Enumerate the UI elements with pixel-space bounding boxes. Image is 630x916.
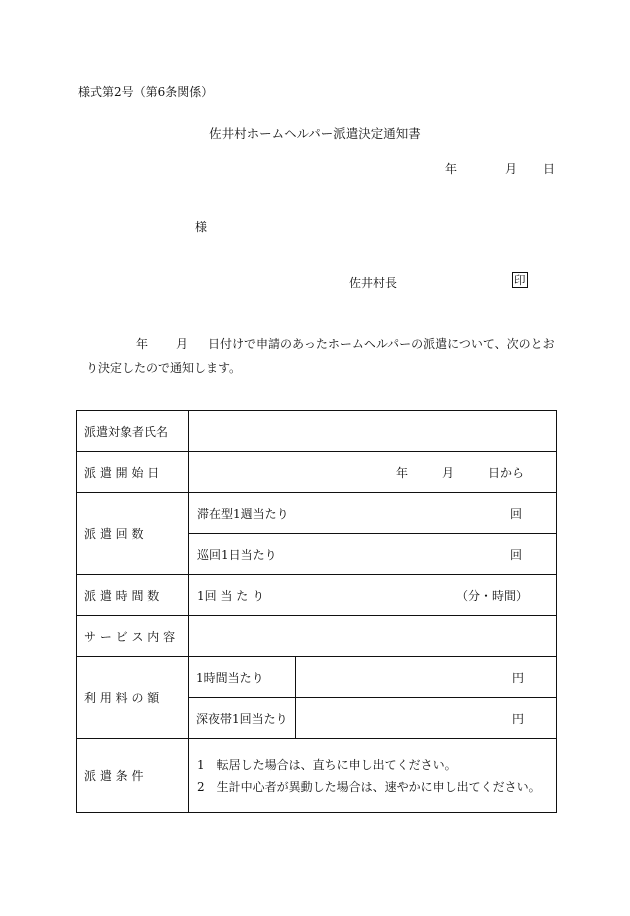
- conditions-label: 派 遣 条 件: [77, 739, 189, 813]
- fee-hour-value[interactable]: [296, 657, 557, 698]
- fee-hour-label: 1時間当たり: [189, 657, 296, 698]
- row-fee-hour: [77, 657, 557, 698]
- row-service: [77, 616, 557, 657]
- body-text: 日付けで申請のあったホームヘルパーの派遣について、次のとおり決定したので通知します。: [86, 337, 555, 375]
- row-recipient-name: [77, 411, 557, 452]
- start-date-label: 派 遣 開 始 日: [77, 452, 189, 493]
- fee-hour-unit: 円: [511, 670, 524, 685]
- row-conditions: [77, 739, 557, 813]
- seal-mark: 印: [514, 273, 526, 287]
- recipient-name-label: 派遣対象者氏名: [77, 411, 189, 452]
- service-content-value[interactable]: [189, 616, 557, 657]
- start-year: 年: [395, 465, 408, 480]
- fee-night-label: 深夜帯1回当たり: [189, 698, 296, 739]
- count-stay-label: 滞在型1週当たり: [197, 506, 289, 521]
- hours-per-label: 1回 当 た り: [197, 588, 265, 603]
- date-month: 月: [505, 162, 518, 176]
- condition-item: 1 転居した場合は、直ちに申し出てください。: [197, 757, 457, 772]
- fee-night-value[interactable]: [296, 698, 557, 739]
- issue-date: [445, 160, 555, 177]
- service-content-label: サ ー ビ ス 内 容: [77, 616, 189, 657]
- issuer-name: 佐井村長: [349, 276, 398, 290]
- count-stay-unit: 回: [509, 506, 522, 521]
- count-stay-value[interactable]: [189, 493, 557, 534]
- date-year: 年: [445, 162, 458, 176]
- conditions-value: [189, 739, 557, 813]
- recipient-name-value[interactable]: [189, 411, 557, 452]
- start-from: 日から: [487, 465, 524, 480]
- condition-item: 2 生計中心者が異動した場合は、速やかに申し出てください。: [197, 779, 541, 794]
- notice-body: [86, 332, 556, 380]
- dispatch-count-label: 派 遣 回 数: [77, 493, 189, 575]
- date-day: 日: [543, 162, 556, 176]
- fee-night-unit: 円: [511, 711, 524, 726]
- row-start-date: [77, 452, 557, 493]
- count-patrol-unit: 回: [509, 547, 522, 562]
- body-month: 月: [176, 337, 189, 351]
- start-month: 月: [441, 465, 454, 480]
- count-patrol-label: 巡回1日当たり: [197, 547, 277, 562]
- dispatch-details-table: [76, 410, 557, 813]
- form-number: 様式第2号（第6条関係）: [78, 85, 214, 99]
- dispatch-hours-value[interactable]: [189, 575, 557, 616]
- body-year: 年: [136, 337, 149, 351]
- count-patrol-value[interactable]: [189, 534, 557, 575]
- fee-label: 利 用 料 の 額: [77, 657, 189, 739]
- row-count-stay: [77, 493, 557, 534]
- row-hours: [77, 575, 557, 616]
- addressee-suffix: 様: [195, 220, 208, 234]
- hours-unit: （分・時間）: [455, 588, 528, 603]
- dispatch-hours-label: 派 遣 時 間 数: [77, 575, 189, 616]
- start-date-value[interactable]: [189, 452, 557, 493]
- document-title: 佐井村ホームヘルパー派遣決定通知書: [209, 126, 421, 141]
